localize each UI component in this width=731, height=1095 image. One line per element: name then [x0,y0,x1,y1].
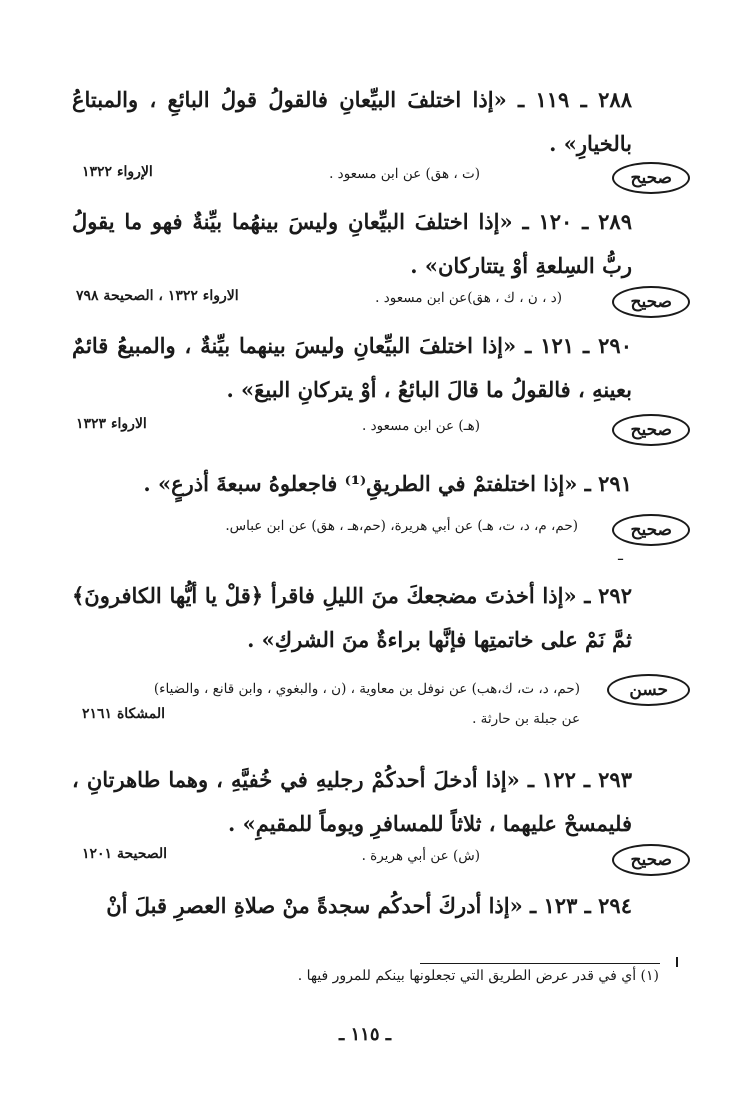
hadith-source: (هـ) عن ابن مسعود . [362,418,480,434]
hadith-source: (ت ، هق) عن ابن مسعود . [329,166,480,182]
footnote: (١) أي في قدر عرض الطريق التي تجعلونها بينكم للمرور فيها . [297,968,659,984]
hadith-source: (حم، د، ت، ك،هب) عن نوفل بن معاوية ، (ن ، والبغوي ، وابن قانع ، والضياء) عن جبلة بن حارثة . [153,681,580,727]
hadith-source: (حم، م، د، ت، هـ) عن أبي هريرة، (حم،هـ ، هق) عن ابن عباس. [225,518,578,534]
reference-row-292 [70,672,690,736]
grade-badge: صحيح [612,514,690,546]
reference-row-291 [70,512,690,546]
hadith-text-289: ٢٨٩ ـ ١٢٠ ـ «إذا اختلفَ البيِّعانِ وليسَ بينهُما بيِّنةٌ فهو ما يقولُ ربُّ السِلعةِ أوْ يتتاركان» . [72,209,632,278]
reference-row-288 [70,160,690,194]
reference-row-290 [70,412,690,446]
hadith-source: (د ، ن ، ك ، هق)عن ابن مسعود . [375,290,562,306]
reference-row-293 [70,842,690,876]
page-number: ـ ١١٥ ـ [338,1024,392,1045]
cross-reference: الارواء ١٣٢٣ [76,416,147,432]
hadith-text-288: ٢٨٨ ـ ١١٩ ـ «إذا اختلفَ البيِّعانِ فالقولُ قولُ البائعِ ، والمبتاعُ بالخيارِ» . [72,87,632,156]
footnote-divider [420,963,660,964]
stray-mark: ˉ [616,556,625,577]
hadith-text-290: ٢٩٠ ـ ١٢١ ـ «إذا اختلفَ البيِّعانِ وليسَ بينهما بيِّنةٌ ، والمبيعُ قائمٌ بعينهِ ، فالقولُ ما قالَ البائعُ ، أوْ يتركانِ البيعَ» . [72,333,632,402]
cross-reference: الصحيحة ١٢٠١ [82,846,168,862]
cross-reference: الارواء ١٣٢٢ ، الصحيحة ٧٩٨ [76,288,239,304]
grade-badge: صحيح [612,286,690,318]
footnote-mark [676,957,678,967]
grade-badge: صحيح [612,414,690,446]
hadith-source: (ش) عن أبي هريرة . [361,848,480,864]
reference-row-289 [70,284,690,318]
cross-reference: الإرواء ١٣٢٢ [82,164,153,180]
hadith-text-292: ٢٩٢ ـ «إذا أخذتَ مضجعكَ منَ الليلِ فاقرأ ﴿قلْ يا أيُّها الكافرونَ﴾ ثمَّ نَمْ على خاتمتِها فإنَّها براءةٌ منَ الشركِ» . [72,583,632,652]
grade-badge: حسن [607,674,690,706]
grade-badge: صحيح [612,844,690,876]
hadith-text-291: ٢٩١ ـ «إذا اختلفتمْ في الطريقِ⁽¹⁾ فاجعلوهُ سبعةَ أذرعٍ» . [143,471,632,496]
hadith-text-293: ٢٩٣ ـ ١٢٢ ـ «إذا أدخلَ أحدكُمْ رجليهِ في خُفيَّهِ ، وهما طاهرتانِ ، فليمسحْ عليهما ، ثلاثاً للمسافرِ ويوماً للمقيمِ» . [72,767,632,836]
hadith-text-294: ٢٩٤ ـ ١٢٣ ـ «إذا أدركَ أحدكُم سجدةً منْ صلاةِ العصرِ قبلَ أنْ [106,893,632,918]
grade-badge: صحيح [612,162,690,194]
cross-reference: المشكاة ٢١٦١ [82,706,166,722]
